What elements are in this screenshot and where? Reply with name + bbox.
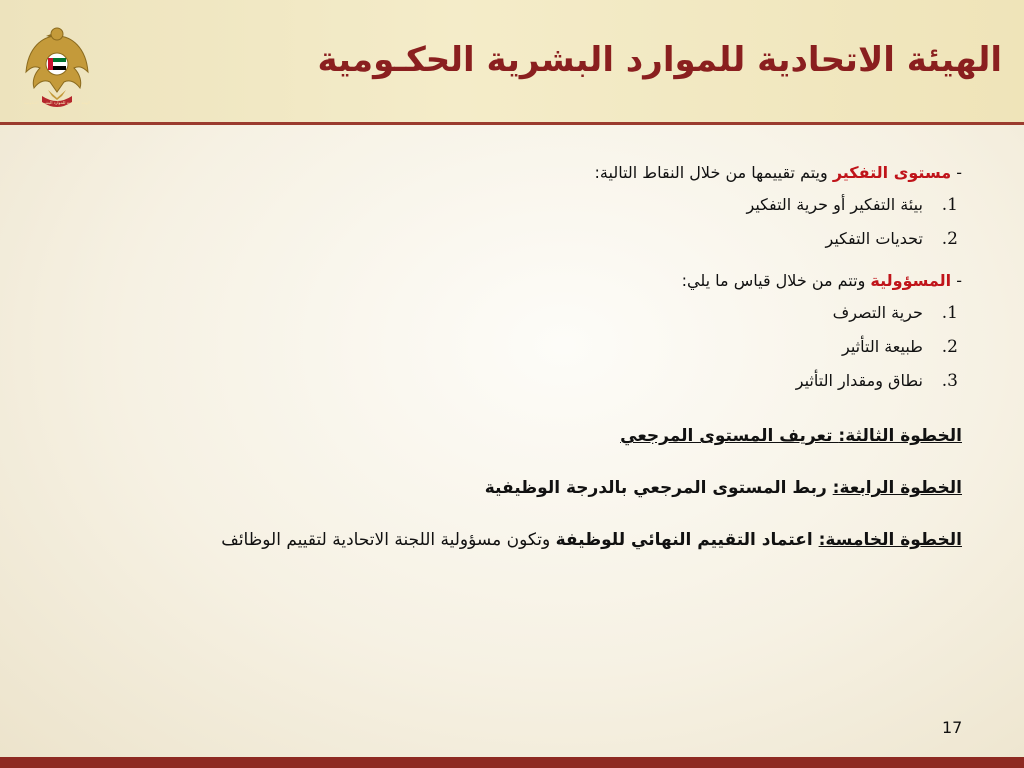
item-number: 3.	[941, 371, 958, 391]
slide-content	[82, 150, 962, 554]
bullet-dash: -	[956, 163, 962, 182]
section-text: وتتم من خلال قياس ما يلي:	[681, 271, 871, 290]
item-text: تحديات التفكير	[825, 229, 923, 248]
organization-title: الهيئة الاتحادية للموارد البشرية الحكـومية	[317, 40, 1002, 80]
item-number: 2.	[941, 337, 958, 357]
list-item	[82, 222, 962, 256]
item-number: 1.	[941, 303, 958, 323]
section-thinking-level	[82, 158, 962, 188]
step-three	[82, 422, 962, 450]
list-item	[82, 296, 962, 330]
header-divider	[0, 122, 1024, 125]
svg-text:الهيئة الاتحادية للموارد البشر: الهيئة الاتحادية للموارد البشرية الحكومية	[23, 100, 91, 105]
step-five-text-plain: وتكون مسؤولية اللجنة الاتحادية لتقييم الوظائف	[221, 530, 556, 550]
item-text: بيئة التفكير أو حرية التفكير	[746, 195, 923, 214]
item-text: حرية التصرف	[832, 303, 923, 322]
keyword-thinking-level: مستوى التفكير	[832, 163, 952, 182]
step-four-text: ربط المستوى المرجعي بالدرجة الوظيفية	[484, 478, 833, 498]
uae-emblem-icon	[22, 22, 92, 112]
list-item	[82, 330, 962, 364]
step-three-text: تعريف المستوى المرجعي	[620, 426, 839, 446]
item-number: 1.	[941, 195, 958, 215]
section-text: ويتم تقييمها من خلال النقاط التالية:	[594, 163, 833, 182]
step-three-label: الخطوة الثالثة:	[838, 426, 962, 446]
item-text: طبيعة التأثير	[842, 337, 923, 356]
item-number: 2.	[941, 229, 958, 249]
keyword-responsibility: المسؤولية	[870, 271, 952, 290]
step-four-label: الخطوة الرابعة:	[832, 478, 962, 498]
list-item	[82, 364, 962, 398]
step-five-label: الخطوة الخامسة:	[818, 530, 962, 550]
header-band	[0, 0, 1024, 122]
step-five	[82, 526, 962, 554]
step-five-text-bold: اعتماد التقييم النهائي للوظيفة	[555, 530, 819, 550]
section-responsibility	[82, 266, 962, 296]
step-four	[82, 474, 962, 502]
list-item	[82, 188, 962, 222]
page-number: 17	[942, 718, 963, 737]
bullet-dash: -	[956, 271, 962, 290]
item-text: نطاق ومقدار التأثير	[795, 371, 923, 390]
footer-bar	[0, 757, 1024, 768]
